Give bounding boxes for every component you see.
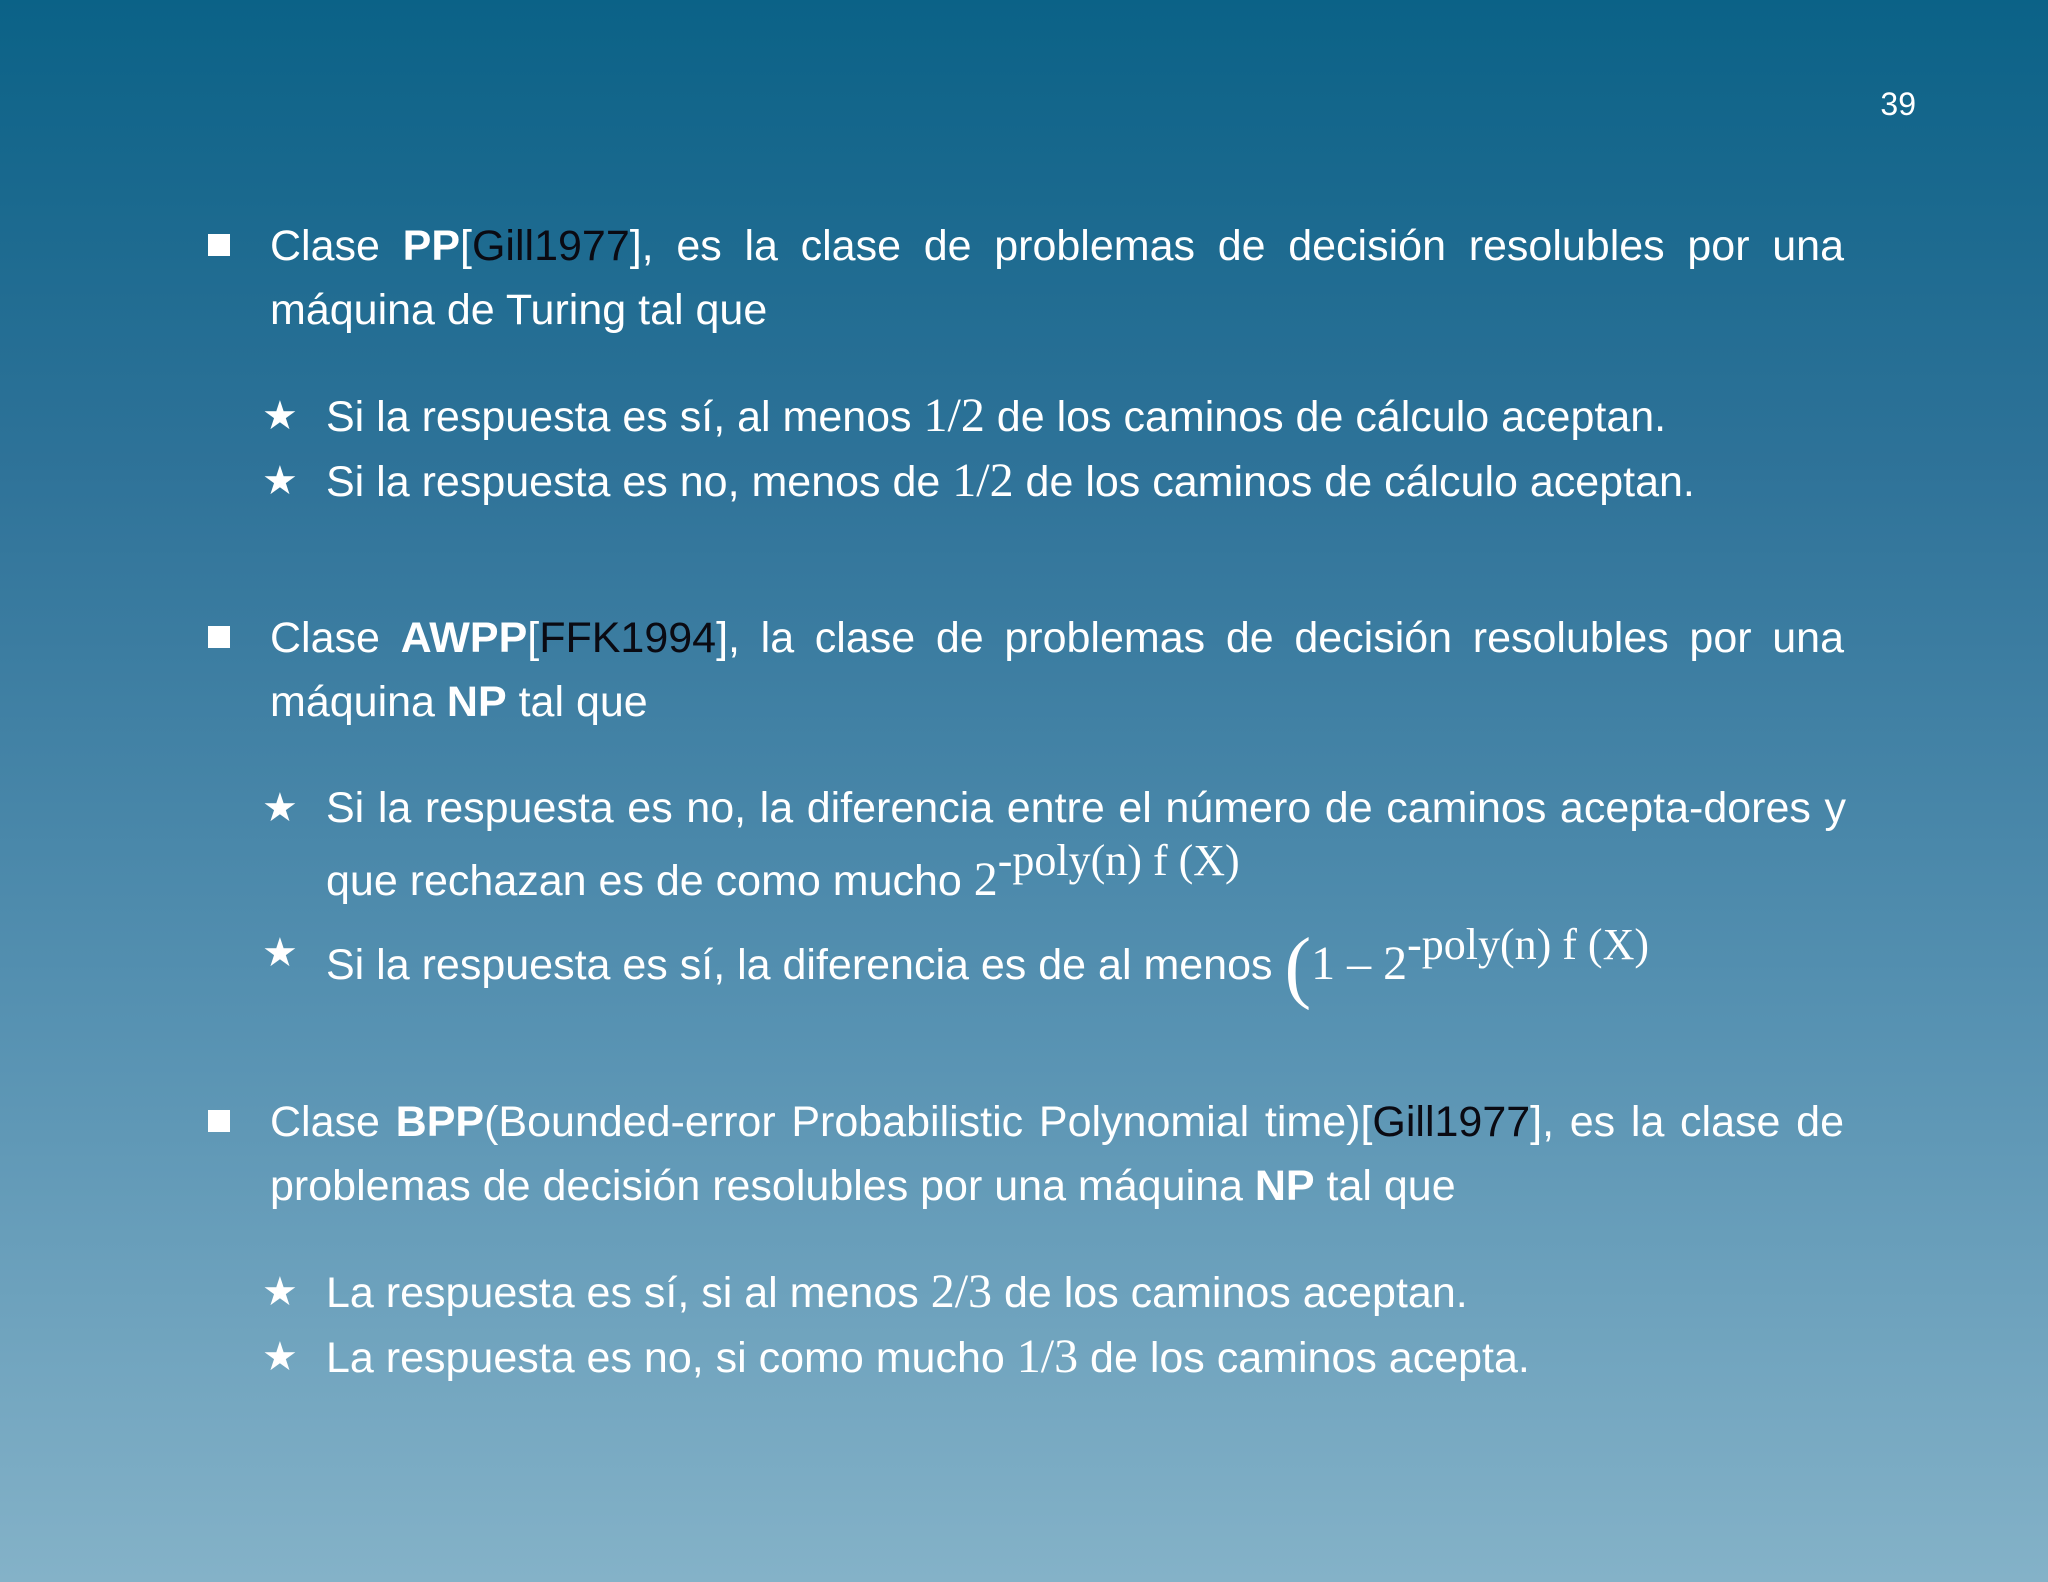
- math-fraction: 1/3: [1016, 1330, 1079, 1383]
- paren-symbol: (: [1284, 923, 1312, 1011]
- class-name-pp: PP: [402, 222, 461, 270]
- star-bullet-icon: ★: [262, 1334, 298, 1380]
- list-item: ★ Si la respuesta es no, la diferencia entre el número de caminos acepta-dores y que rechazan es de como mucho 2-poly(n) f (X): [262, 772, 1846, 917]
- section-bpp-items: [262, 1260, 1844, 1390]
- machine-np: NP: [1254, 1162, 1315, 1210]
- list-item: ★ La respuesta es no, si como mucho 1/3 de los caminos acepta.: [262, 1325, 1844, 1390]
- star-bullet-icon: ★: [262, 458, 298, 504]
- citation-ffk1994[interactable]: FFK1994: [539, 614, 717, 662]
- math-expression: 2-poly(n) f (X): [973, 836, 1240, 906]
- math-fraction: 1/2: [923, 389, 985, 442]
- machine-np: NP: [446, 678, 507, 726]
- section-awpp-text: Clase AWPP[FFK1994], la clase de problemas de decisión resolubles por una máquina NP tal que: [270, 614, 1845, 726]
- section-bpp: [208, 1090, 1844, 1390]
- star-bullet-icon: ★: [262, 930, 298, 976]
- section-pp-text: Clase PP[Gill1977], es la clase de problemas de decisión resolubles por una máquina de Turing tal que: [270, 222, 1844, 334]
- section-pp: [208, 214, 1844, 514]
- page-number: 39: [1880, 86, 1916, 122]
- list-item: ★ Si la respuesta es sí, al menos 1/2 de los caminos de cálculo aceptan.: [262, 384, 1844, 449]
- citation-gill1977[interactable]: Gill1977: [471, 222, 630, 270]
- square-bullet-icon: [208, 234, 230, 256]
- star-bullet-icon: ★: [262, 1269, 298, 1315]
- math-fraction: 2/3: [930, 1265, 993, 1318]
- class-name-bpp: BPP: [395, 1098, 485, 1146]
- class-name-awpp: AWPP: [400, 614, 528, 662]
- list-item: ★ Si la respuesta es sí, la diferencia es de al menos (1 – 2-poly(n) f (X): [262, 917, 1844, 1001]
- math-fraction: 1/2: [952, 454, 1014, 507]
- square-bullet-icon: [208, 626, 230, 648]
- square-bullet-icon: [208, 1110, 230, 1132]
- section-awpp: [208, 606, 1846, 1011]
- list-item: ★ Si la respuesta es no, menos de 1/2 de los caminos de cálculo aceptan.: [262, 449, 1844, 514]
- section-bpp-text: Clase BPP(Bounded-error Probabilistic Polynomial time)[Gill1977], es la clase de problemas de decisión resolubles por una máquina NP tal que: [270, 1098, 1844, 1210]
- section-awpp-items: [262, 772, 1846, 1011]
- star-bullet-icon: ★: [262, 785, 298, 831]
- list-item: ★ La respuesta es sí, si al menos 2/3 de los caminos aceptan.: [262, 1260, 1844, 1325]
- math-expression: 1 – 2-poly(n) f (X): [1311, 920, 1650, 990]
- star-bullet-icon: ★: [262, 393, 298, 439]
- citation-gill1977[interactable]: Gill1977: [1372, 1098, 1531, 1146]
- section-pp-items: [262, 384, 1844, 514]
